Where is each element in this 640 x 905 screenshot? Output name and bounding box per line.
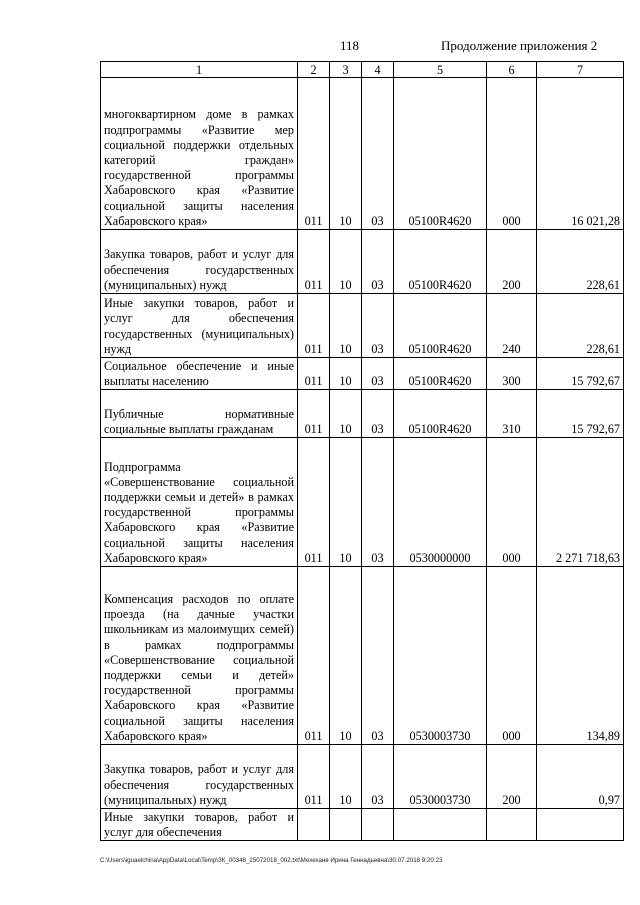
code-expense-type: 000 xyxy=(487,567,537,745)
column-header: 6 xyxy=(487,62,537,78)
column-header: 5 xyxy=(394,62,487,78)
code-section xyxy=(330,809,362,841)
column-header: 4 xyxy=(362,62,394,78)
code-section: 10 xyxy=(330,230,362,294)
code-section: 10 xyxy=(330,390,362,438)
amount: 15 792,67 xyxy=(537,358,624,390)
code-expense-type: 200 xyxy=(487,230,537,294)
amount: 0,97 xyxy=(537,745,624,809)
code-section: 10 xyxy=(330,294,362,358)
code-subsection: 03 xyxy=(362,78,394,230)
table-row xyxy=(101,809,624,841)
code-target-item: 0530003730 xyxy=(394,567,487,745)
code-target-item: 05100R4620 xyxy=(394,78,487,230)
table-row xyxy=(101,358,624,390)
code-target-item: 05100R4620 xyxy=(394,294,487,358)
budget-table xyxy=(100,61,624,841)
amount: 16 021,28 xyxy=(537,78,624,230)
code-subsection: 03 xyxy=(362,358,394,390)
code-target-item: 05100R4620 xyxy=(394,230,487,294)
table-row xyxy=(101,294,624,358)
table-row xyxy=(101,230,624,294)
code-ministry: 011 xyxy=(298,390,330,438)
code-target-item: 05100R4620 xyxy=(394,390,487,438)
code-ministry: 011 xyxy=(298,78,330,230)
row-description: Закупка товаров, работ и услуг для обеспечения государственных (муниципальных) нужд xyxy=(101,745,298,809)
code-section: 10 xyxy=(330,567,362,745)
code-section: 10 xyxy=(330,438,362,567)
code-expense-type: 000 xyxy=(487,438,537,567)
code-expense-type xyxy=(487,809,537,841)
code-subsection: 03 xyxy=(362,567,394,745)
code-target-item: 0530000000 xyxy=(394,438,487,567)
code-subsection: 03 xyxy=(362,294,394,358)
row-description: Публичные нормативные социальные выплаты гражданам xyxy=(101,390,298,438)
code-section: 10 xyxy=(330,358,362,390)
table-row xyxy=(101,78,624,230)
code-target-item: 0530003730 xyxy=(394,745,487,809)
code-ministry: 011 xyxy=(298,567,330,745)
table-row xyxy=(101,390,624,438)
amount: 15 792,67 xyxy=(537,390,624,438)
row-description: Иные закупки товаров, работ и услуг для обеспечения xyxy=(101,809,298,841)
column-header: 3 xyxy=(330,62,362,78)
code-expense-type: 310 xyxy=(487,390,537,438)
code-ministry xyxy=(298,809,330,841)
code-expense-type: 240 xyxy=(487,294,537,358)
code-ministry: 011 xyxy=(298,358,330,390)
code-section: 10 xyxy=(330,78,362,230)
amount: 2 271 718,63 xyxy=(537,438,624,567)
code-expense-type: 300 xyxy=(487,358,537,390)
code-ministry: 011 xyxy=(298,745,330,809)
table-row xyxy=(101,745,624,809)
code-subsection: 03 xyxy=(362,438,394,567)
footer-file-path: C:\Users\iguaelchina\AppData\Local\Temp\ЗК_00346_25072018_002.txt\Мехеханв Ирина Геннадьевна\30.07.2018 9:20:23 xyxy=(100,857,443,864)
amount: 228,61 xyxy=(537,230,624,294)
table-row xyxy=(101,438,624,567)
code-subsection: 03 xyxy=(362,745,394,809)
code-subsection: 03 xyxy=(362,390,394,438)
code-expense-type: 000 xyxy=(487,78,537,230)
continuation-title: Продолжение приложения 2 xyxy=(441,38,598,53)
code-expense-type: 200 xyxy=(487,745,537,809)
code-section: 10 xyxy=(330,745,362,809)
code-subsection xyxy=(362,809,394,841)
column-header: 2 xyxy=(298,62,330,78)
amount xyxy=(537,809,624,841)
code-subsection: 03 xyxy=(362,230,394,294)
amount: 228,61 xyxy=(537,294,624,358)
row-description: Иные закупки товаров, работ и услуг для обеспечения государственных (муниципальных) нужд xyxy=(101,294,298,358)
column-header: 1 xyxy=(101,62,298,78)
page-number: 118 xyxy=(340,38,360,53)
column-header: 7 xyxy=(537,62,624,78)
amount: 134,89 xyxy=(537,567,624,745)
row-description: многоквартирном доме в рамках подпрограммы «Развитие мер социальной поддержки отдельных категорий граждан» государственной программы Хабаровского края «Развитие социальной защиты населения Хабаровского края» xyxy=(101,78,298,230)
code-ministry: 011 xyxy=(298,294,330,358)
row-description: Компенсация расходов по оплате проезда (на дачные участки школьникам из малоимущих семей) в рамках подпрограммы «Совершенствование социальной поддержки семьи и детей» государственной программы Хабаровского края «Развитие социальной защиты населения Хабаровского края» xyxy=(101,567,298,745)
row-description: Подпрограмма «Совершенствование социальной поддержки семьи и детей» в рамках государственной программы Хабаровского края «Развитие социальной защиты населения Хабаровского края» xyxy=(101,438,298,567)
table-row xyxy=(101,567,624,745)
row-description: Закупка товаров, работ и услуг для обеспечения государственных (муниципальных) нужд xyxy=(101,230,298,294)
code-target-item: 05100R4620 xyxy=(394,358,487,390)
code-ministry: 011 xyxy=(298,230,330,294)
row-description: Социальное обеспечение и иные выплаты населению xyxy=(101,358,298,390)
code-target-item xyxy=(394,809,487,841)
code-ministry: 011 xyxy=(298,438,330,567)
table-header-row xyxy=(101,62,624,78)
